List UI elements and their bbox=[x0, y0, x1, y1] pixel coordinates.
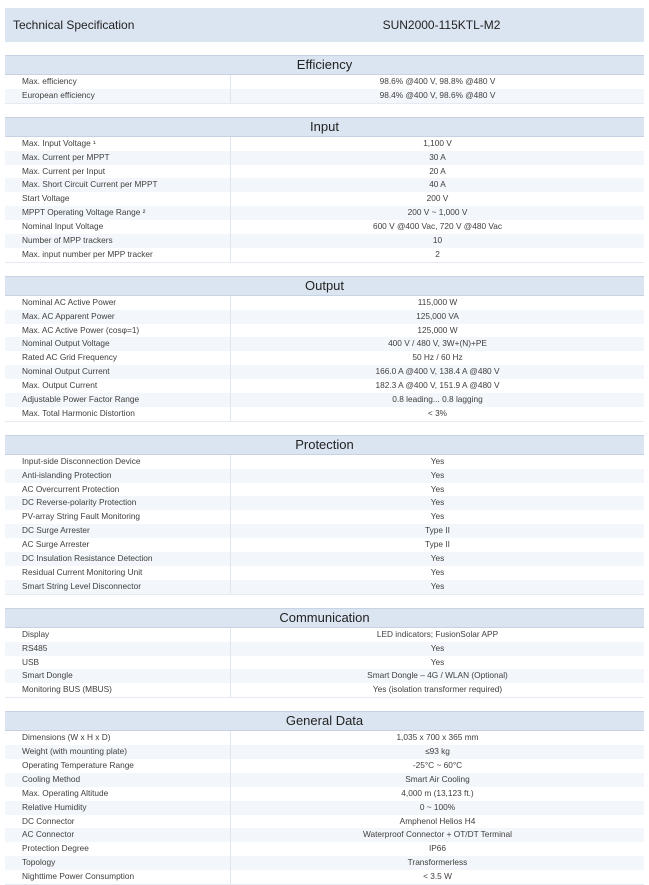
spec-value: 1,100 V bbox=[423, 137, 452, 148]
spec-value: 400 V / 480 V, 3W+(N)+PE bbox=[388, 338, 487, 349]
spec-row bbox=[5, 669, 644, 683]
section-title: Efficiency bbox=[5, 55, 644, 75]
spec-row bbox=[5, 496, 644, 510]
spec-value: Yes (isolation transformer required) bbox=[372, 684, 503, 695]
spec-label: Nighttime Power Consumption bbox=[5, 870, 231, 884]
spec-value: 40 A bbox=[429, 179, 446, 190]
spec-row bbox=[5, 510, 644, 524]
spec-value: < 3% bbox=[427, 407, 448, 418]
spec-label: MPPT Operating Voltage Range ² bbox=[5, 206, 231, 220]
spec-label: Adjustable Power Factor Range bbox=[5, 393, 231, 407]
spec-row bbox=[5, 234, 644, 248]
spec-row bbox=[5, 731, 644, 745]
spec-label: Weight (with mounting plate) bbox=[5, 745, 231, 759]
spec-row bbox=[5, 89, 644, 103]
spec-label: DC Connector bbox=[5, 815, 231, 829]
spec-row bbox=[5, 538, 644, 552]
spec-row bbox=[5, 75, 644, 89]
spec-row bbox=[5, 206, 644, 220]
spec-label: Smart Dongle bbox=[5, 669, 231, 683]
spec-value: < 3.5 W bbox=[423, 871, 452, 882]
spec-value: 0.8 leading... 0.8 lagging bbox=[392, 394, 483, 405]
spec-row bbox=[5, 642, 644, 656]
spec-label: European efficiency bbox=[5, 89, 231, 103]
spec-value: Amphenol Helios H4 bbox=[399, 815, 476, 826]
spec-label: AC Surge Arrester bbox=[5, 538, 231, 552]
spec-value: Yes bbox=[430, 580, 445, 591]
section-output bbox=[5, 276, 644, 422]
spec-label: Max. Output Current bbox=[5, 379, 231, 393]
spec-row bbox=[5, 151, 644, 165]
spec-label: Max. Total Harmonic Distortion bbox=[5, 407, 231, 421]
spec-rows bbox=[5, 75, 644, 104]
spec-row bbox=[5, 683, 644, 697]
spec-value: Yes bbox=[430, 642, 445, 653]
spec-label: DC Insulation Resistance Detection bbox=[5, 552, 231, 566]
spec-value: Type II bbox=[425, 525, 450, 536]
spec-value: 30 A bbox=[429, 151, 446, 162]
spec-value: Transformerless bbox=[407, 857, 468, 868]
spec-rows bbox=[5, 296, 644, 422]
spec-label: Nominal Output Current bbox=[5, 365, 231, 379]
spec-value: 10 bbox=[432, 235, 443, 246]
spec-value: 115,000 W bbox=[417, 296, 458, 307]
spec-value: 20 A bbox=[429, 165, 446, 176]
spec-value: Smart Air Cooling bbox=[405, 773, 470, 784]
spec-label: DC Reverse-polarity Protection bbox=[5, 496, 231, 510]
spec-value: 50 Hz / 60 Hz bbox=[412, 352, 463, 363]
spec-row bbox=[5, 815, 644, 829]
spec-sections bbox=[5, 55, 644, 885]
spec-value: 166.0 A @400 V, 138.4 A @480 V bbox=[375, 366, 500, 377]
spec-row bbox=[5, 870, 644, 884]
spec-row bbox=[5, 566, 644, 580]
spec-label: Max. Short Circuit Current per MPPT bbox=[5, 178, 231, 192]
spec-value: 98.6% @400 V, 98.8% @480 V bbox=[379, 76, 496, 86]
spec-label: Number of MPP trackers bbox=[5, 234, 231, 248]
spec-label: RS485 bbox=[5, 642, 231, 656]
spec-value: Yes bbox=[430, 469, 445, 480]
spec-value: -25°C ~ 60°C bbox=[412, 759, 463, 770]
spec-value: LED indicators; FusionSolar APP bbox=[376, 628, 499, 639]
spec-value: Yes bbox=[430, 566, 445, 577]
section-general-data bbox=[5, 711, 644, 885]
spec-row bbox=[5, 351, 644, 365]
spec-row bbox=[5, 580, 644, 594]
spec-row bbox=[5, 178, 644, 192]
spec-value: IP66 bbox=[428, 843, 447, 854]
spec-value: 2 bbox=[435, 248, 440, 259]
spec-row bbox=[5, 337, 644, 351]
spec-row bbox=[5, 628, 644, 642]
spec-label: Relative Humidity bbox=[5, 801, 231, 815]
spec-value: Yes bbox=[430, 656, 445, 667]
spec-label: Operating Temperature Range bbox=[5, 759, 231, 773]
spec-value: Waterproof Connector + OT/DT Terminal bbox=[362, 829, 512, 840]
spec-label: USB bbox=[5, 656, 231, 670]
spec-value: 0 ~ 100% bbox=[419, 801, 456, 812]
spec-value: Yes bbox=[430, 497, 445, 508]
spec-value: Yes bbox=[430, 511, 445, 522]
spec-label: AC Overcurrent Protection bbox=[5, 483, 231, 497]
spec-row bbox=[5, 842, 644, 856]
spec-row bbox=[5, 137, 644, 151]
spec-row bbox=[5, 407, 644, 421]
spec-value: ≤93 kg bbox=[425, 746, 450, 757]
spec-row bbox=[5, 483, 644, 497]
spec-header bbox=[5, 8, 644, 42]
spec-row bbox=[5, 469, 644, 483]
section-title: General Data bbox=[5, 711, 644, 731]
spec-label: Max. input number per MPP tracker bbox=[5, 248, 231, 262]
spec-row bbox=[5, 856, 644, 870]
spec-row bbox=[5, 828, 644, 842]
spec-label: Max. AC Apparent Power bbox=[5, 310, 231, 324]
spec-value: 1,035 x 700 x 365 mm bbox=[396, 732, 479, 743]
spec-value: 98.4% @400 V, 98.6% @480 V bbox=[379, 89, 496, 100]
spec-label: Max. Input Voltage ¹ bbox=[5, 137, 231, 151]
spec-label: Residual Current Monitoring Unit bbox=[5, 566, 231, 580]
spec-label: Monitoring BUS (MBUS) bbox=[5, 683, 231, 697]
spec-label: Max. Current per MPPT bbox=[5, 151, 231, 165]
spec-label: Display bbox=[5, 628, 231, 642]
section-communication bbox=[5, 608, 644, 698]
section-efficiency bbox=[5, 55, 644, 104]
spec-label: Nominal Output Voltage bbox=[5, 337, 231, 351]
spec-row bbox=[5, 759, 644, 773]
section-title: Protection bbox=[5, 435, 644, 455]
spec-label: AC Connector bbox=[5, 828, 231, 842]
spec-row bbox=[5, 393, 644, 407]
spec-value: 4,000 m (13,123 ft.) bbox=[401, 787, 474, 798]
spec-label: Nominal Input Voltage bbox=[5, 220, 231, 234]
spec-rows bbox=[5, 628, 644, 698]
spec-value: 200 V ~ 1,000 V bbox=[407, 207, 468, 218]
spec-label: Start Voltage bbox=[5, 192, 231, 206]
spec-row bbox=[5, 165, 644, 179]
spec-header-label: Technical Specification bbox=[13, 18, 135, 32]
spec-label: Max. efficiency bbox=[5, 75, 231, 89]
spec-value: Type II bbox=[425, 539, 450, 550]
spec-value: Yes bbox=[430, 455, 445, 466]
section-title: Input bbox=[5, 117, 644, 137]
model-name: SUN2000-115KTL-M2 bbox=[382, 18, 501, 32]
section-protection bbox=[5, 435, 644, 595]
spec-label: Topology bbox=[5, 856, 231, 870]
spec-rows bbox=[5, 455, 644, 595]
spec-row bbox=[5, 296, 644, 310]
spec-row bbox=[5, 801, 644, 815]
spec-label: Anti-islanding Protection bbox=[5, 469, 231, 483]
spec-row bbox=[5, 787, 644, 801]
spec-label: Input-side Disconnection Device bbox=[5, 455, 231, 469]
spec-value: 125,000 W bbox=[417, 324, 458, 335]
spec-label: PV-array String Fault Monitoring bbox=[5, 510, 231, 524]
spec-row bbox=[5, 656, 644, 670]
spec-label: Max. Current per Input bbox=[5, 165, 231, 179]
spec-value: Yes bbox=[430, 553, 445, 564]
spec-row bbox=[5, 310, 644, 324]
section-title: Output bbox=[5, 276, 644, 296]
spec-label: Max. Operating Altitude bbox=[5, 787, 231, 801]
section-input bbox=[5, 117, 644, 263]
spec-sheet bbox=[5, 8, 644, 885]
spec-label: Smart String Level Disconnector bbox=[5, 580, 231, 594]
spec-label: Rated AC Grid Frequency bbox=[5, 351, 231, 365]
spec-rows bbox=[5, 731, 644, 885]
spec-value: 125,000 VA bbox=[416, 310, 459, 321]
spec-label: DC Surge Arrester bbox=[5, 524, 231, 538]
spec-row bbox=[5, 365, 644, 379]
spec-row bbox=[5, 455, 644, 469]
spec-row bbox=[5, 248, 644, 262]
spec-rows bbox=[5, 137, 644, 263]
spec-value: 182.3 A @400 V, 151.9 A @480 V bbox=[375, 380, 500, 391]
spec-value: 200 V bbox=[426, 193, 449, 204]
spec-row bbox=[5, 192, 644, 206]
spec-label: Nominal AC Active Power bbox=[5, 296, 231, 310]
spec-label: Dimensions (W x H x D) bbox=[5, 731, 231, 745]
spec-row bbox=[5, 379, 644, 393]
spec-label: Cooling Method bbox=[5, 773, 231, 787]
spec-label: Protection Degree bbox=[5, 842, 231, 856]
spec-row bbox=[5, 552, 644, 566]
spec-value: Smart Dongle – 4G / WLAN (Optional) bbox=[367, 670, 508, 681]
spec-value: 600 V @400 Vac, 720 V @480 Vac bbox=[372, 221, 503, 232]
spec-label: Max. AC Active Power (cosφ=1) bbox=[5, 324, 231, 338]
spec-row bbox=[5, 220, 644, 234]
spec-row bbox=[5, 773, 644, 787]
spec-row bbox=[5, 524, 644, 538]
spec-row bbox=[5, 745, 644, 759]
spec-value: Yes bbox=[430, 483, 445, 494]
spec-row bbox=[5, 324, 644, 338]
section-title: Communication bbox=[5, 608, 644, 628]
